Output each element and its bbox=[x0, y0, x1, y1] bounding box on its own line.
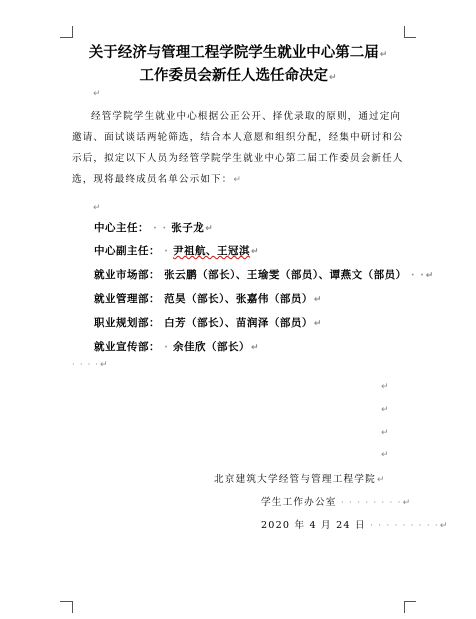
roster-label: 职业规划部： bbox=[94, 317, 160, 329]
roster-names: 白芳（部长）、苗润泽（部员） bbox=[164, 317, 313, 329]
roster-row[interactable]: 就业市场部： 张云鹏（部长）、王瑜雯（部员）、谭燕文（部员） · ·↵ bbox=[94, 269, 434, 281]
document-title-line-1[interactable]: 关于经济与管理工程学院学生就业中心第二届↵ bbox=[88, 44, 388, 61]
empty-paragraph[interactable]: · · · ·↵ bbox=[72, 360, 108, 370]
empty-paragraph[interactable] bbox=[92, 203, 101, 213]
roster-names: 张云鹏（部长）、王瑜雯（部员）、谭燕文（部员） bbox=[164, 269, 407, 281]
paragraph-mark-icon: ↵ bbox=[93, 203, 101, 213]
roster-row[interactable]: 中心副主任： · 尹祖航、王冠淇↵ bbox=[94, 245, 260, 257]
empty-paragraph[interactable] bbox=[380, 405, 389, 415]
paragraph-mark-icon: ↵ bbox=[205, 224, 214, 234]
paragraph-mark-icon: ↵ bbox=[381, 428, 389, 438]
paragraph-mark-icon: ↵ bbox=[381, 382, 389, 392]
signature-office[interactable]: 学生工作办公室 · · · · · · · ·↵ bbox=[261, 497, 412, 508]
paragraph-mark-icon: ↵ bbox=[425, 271, 434, 281]
paragraph-mark-icon: ↵ bbox=[233, 175, 243, 185]
empty-paragraph[interactable] bbox=[92, 89, 101, 99]
paragraph-mark-icon: ↵ bbox=[379, 50, 388, 60]
paragraph-mark-icon: ↵ bbox=[381, 405, 389, 415]
roster-row[interactable]: 就业宣传部： · 余佳欣（部长）↵ bbox=[94, 341, 260, 353]
paragraph-mark-icon: ↵ bbox=[313, 319, 322, 329]
paragraph-mark-icon: ↵ bbox=[328, 73, 337, 83]
roster-label: 中心副主任： bbox=[94, 245, 160, 257]
roster-label: 就业宣传部： bbox=[94, 341, 160, 353]
paragraph-mark-icon: ↵ bbox=[100, 360, 108, 370]
paragraph-mark-icon: ↵ bbox=[376, 475, 386, 485]
document-title-line-2[interactable]: 工作委员会新任人选任命决定↵ bbox=[139, 67, 337, 84]
roster-row[interactable] bbox=[94, 315, 322, 330]
roster-label: 就业市场部： bbox=[94, 269, 160, 281]
signature-date[interactable]: 2020 年 4 月 24 日 · · · · · · · · ·↵ bbox=[261, 520, 449, 531]
roster-names: 范昊（部长）、张嘉伟（部员） bbox=[164, 293, 313, 305]
paragraph-mark-icon: ↵ bbox=[250, 247, 260, 257]
roster-names: 张子龙 bbox=[171, 222, 205, 234]
roster-row[interactable]: 中心主任： · · 张子龙↵ bbox=[94, 222, 214, 234]
body-paragraph[interactable]: 经管学院学生就业中心根据公正公开、择优录取的原则，通过定向邀请、面试谈话两轮筛选，结合本人意愿和组织分配，经集中研讨和公示后，拟定以下人员为经管学院学生就业中心第二届工作委员会新任人选，现将最终成员名单公示如下：↵ bbox=[72, 111, 404, 185]
paragraph-mark-icon: ↵ bbox=[250, 343, 260, 353]
signature-organization[interactable]: 北京建筑大学经管与管理工程学院↵ bbox=[214, 474, 386, 485]
paragraph-mark-icon: ↵ bbox=[93, 89, 101, 99]
paragraph-mark-icon: ↵ bbox=[402, 498, 412, 508]
paragraph-mark-icon: ↵ bbox=[439, 521, 449, 531]
paragraph-mark-icon: ↵ bbox=[313, 295, 322, 305]
roster-label: 中心主任： bbox=[94, 222, 149, 234]
roster-names: 尹祖航、王冠淇 bbox=[172, 245, 250, 257]
roster-label: 就业管理部： bbox=[94, 293, 160, 305]
roster-names: 余佳欣（部长） bbox=[172, 341, 250, 353]
empty-paragraph[interactable] bbox=[380, 382, 389, 392]
empty-paragraph[interactable] bbox=[380, 450, 389, 460]
paragraph-mark-icon: ↵ bbox=[381, 450, 389, 460]
empty-paragraph[interactable] bbox=[380, 428, 389, 438]
roster-row[interactable] bbox=[94, 291, 322, 306]
